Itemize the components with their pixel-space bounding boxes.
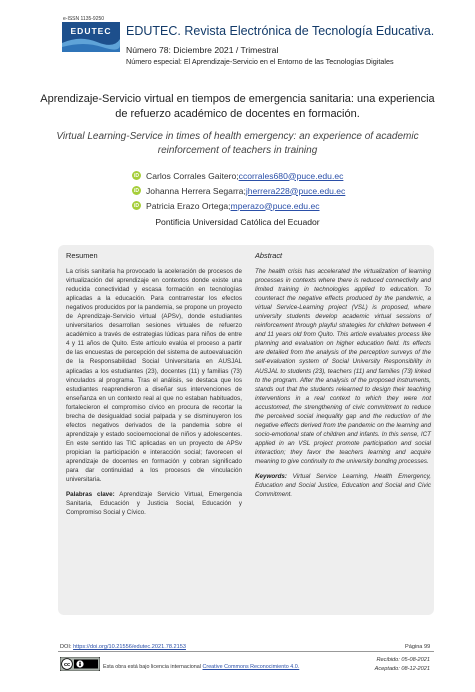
page-number: Página 99 <box>405 644 431 650</box>
resumen-text: La crisis sanitaria ha provocado la aceleración de procesos de virtualización del aprendizaje en contextos donde existe una reducida conectividad y escasa formación en tecnologías aplicadas a la educación. Para contrarrestar los efectos negativos producidos por la pandemia, se propone un proyecto de Aprendizaje-Servicio virtual (APSv), donde estudiantes universitarios desarrollan sesiones virtuales de refuerzo académico a través de estrategias lúdicas para niños de entre 4 y 11 años de Quito. Este artículo evalúa el proceso a partir de las encuestas de percepción del sistema de autoevaluación de la Responsabilidad Social Universitaria en AUSJAL aplicadas a los estudiantes (23), docentes (11) y familias (73) vinculados al programa. Tras el análisis, se destaca que los estudiantes reaprendieron a diseñar sus intervenciones de enseñanza en un contexto real al que no estaban habituados, fortalecieron el compromiso cívico en procura de recortar la brecha de desigualdad social palpada y se disminuyeron los efectos negativos derivados de la pandemia sobre el aprendizaje y estado socioemocional de niños y adolescentes. En este sentido las TIC aplicadas en un proyecto de APSv propician la participación e interacción social; favorecen el aprendizaje de docentes en formación y cobran significado para dar continuidad a los procesos de vinculación universitaria. <box>66 268 242 484</box>
doi-line <box>60 644 186 650</box>
author-row <box>132 168 432 183</box>
doi-link[interactable]: https://doi.org/10.21556/edutec.2021.78.2153 <box>73 644 186 650</box>
article-title-es: Aprendizaje-Servicio virtual en tiempos de emergencia sanitaria: una experiencia de refuerzo académico de docentes en formación. <box>40 93 435 120</box>
footer-divider <box>58 651 434 652</box>
author-row <box>132 198 432 213</box>
article-title-en: Virtual Learning-Service in times of health emergency: an experience of academic reinforcement of teachers in training <box>56 131 419 156</box>
license-line <box>103 664 299 670</box>
edutec-logo <box>62 22 120 52</box>
issue-info: Número 78: Diciembre 2021 / Trimestral <box>126 45 279 55</box>
palabras-clave <box>66 490 242 517</box>
submission-dates <box>350 656 430 674</box>
orcid-icon[interactable]: iD <box>134 187 139 194</box>
resumen-heading: Resumen <box>66 251 98 260</box>
author-list <box>132 168 432 213</box>
license-link[interactable]: Creative Commons Reconocimiento 4.0. <box>202 664 300 670</box>
palabras-clave-label: Palabras clave: <box>66 491 115 499</box>
keywords-list: Virtual Service Learning, Health Emergency, Education and Social Justice, Education and Social and Civic Commitment. <box>255 473 431 499</box>
keywords-label: Keywords: <box>255 473 287 481</box>
license-text: Esta obra está bajo licencia internacional <box>103 664 203 670</box>
issn-label: e-ISSN 1135-9250 <box>63 16 105 22</box>
orcid-icon[interactable]: iD <box>134 202 139 209</box>
cc-label: cc <box>63 662 71 668</box>
author-email-link[interactable]: ccorrales680@puce.edu.ec <box>238 170 344 181</box>
orcid-icon[interactable]: iD <box>134 172 139 179</box>
abstract-column <box>255 251 431 499</box>
abstract-heading: Abstract <box>255 251 283 260</box>
cc-by-license-icon[interactable] <box>60 657 100 671</box>
author-row <box>132 183 432 198</box>
logo-text: EDUTEC <box>70 26 112 36</box>
keywords <box>255 472 431 499</box>
palabras-clave-list: Aprendizaje Servicio Virtual, Emergencia Sanitaria, Educación y Justicia Social, Educación y Compromiso Social y Cívico. <box>66 491 242 517</box>
author-name: Johanna Herrera Segarra; <box>146 185 246 196</box>
resumen-column <box>66 251 242 517</box>
doi-label: DOI: <box>60 644 74 650</box>
special-issue-info: Número especial: El Aprendizaje-Servicio en el Entorno de las Tecnologías Digitales <box>126 57 394 66</box>
author-name: Patricia Erazo Ortega; <box>146 200 231 211</box>
journal-title: EDUTEC. Revista Electrónica de Tecnología Educativa. <box>126 24 435 38</box>
author-email-link[interactable]: mperazo@puce.edu.ec <box>230 200 320 211</box>
affiliation: Pontificia Universidad Católica del Ecuador <box>155 217 320 227</box>
author-name: Carlos Corrales Gaitero; <box>146 170 239 181</box>
abstract-text: The health crisis has accelerated the virtualization of learning processes in contexts where there is reduced connectivity and limited training in technologies applied to education. To counteract the negative effects produced by the pandemic, a virtual Service-Learning project (VSL) is proposed, where university students develop academic virtual sessions of reinforcement through playful strategies for children between 4 and 11 years old from Quito. This article evaluates process like planning and evaluation on higher education field. Its effects are detailed from the analysis of the perception surveys of the self-evaluation system of Social University Responsibility in AUSJAL to students (23), teachers (11) and families (73) linked to the program. After the analysis of the proposed instruments, stands out that the students relearned to design their teaching interventions in a real context to which they were not accustomed, the strengthening of civic commitment to reduce the perceived social inequality gap and the reduction of the negative effects derived from the pandemic on the learning and socio-emotional state of children and infants. In this sense, ICT applied in an VSL project promote participation and social interaction; they favor the teachers learning and acquire meaning to give continuity to the university bonding processes. <box>255 268 431 465</box>
received-date: Recibido: 05-08-2021 <box>376 657 430 663</box>
accepted-date: Aceptado: 08-12-2021 <box>374 666 430 672</box>
author-email-link[interactable]: jherrera228@puce.edu.ec <box>245 185 346 196</box>
